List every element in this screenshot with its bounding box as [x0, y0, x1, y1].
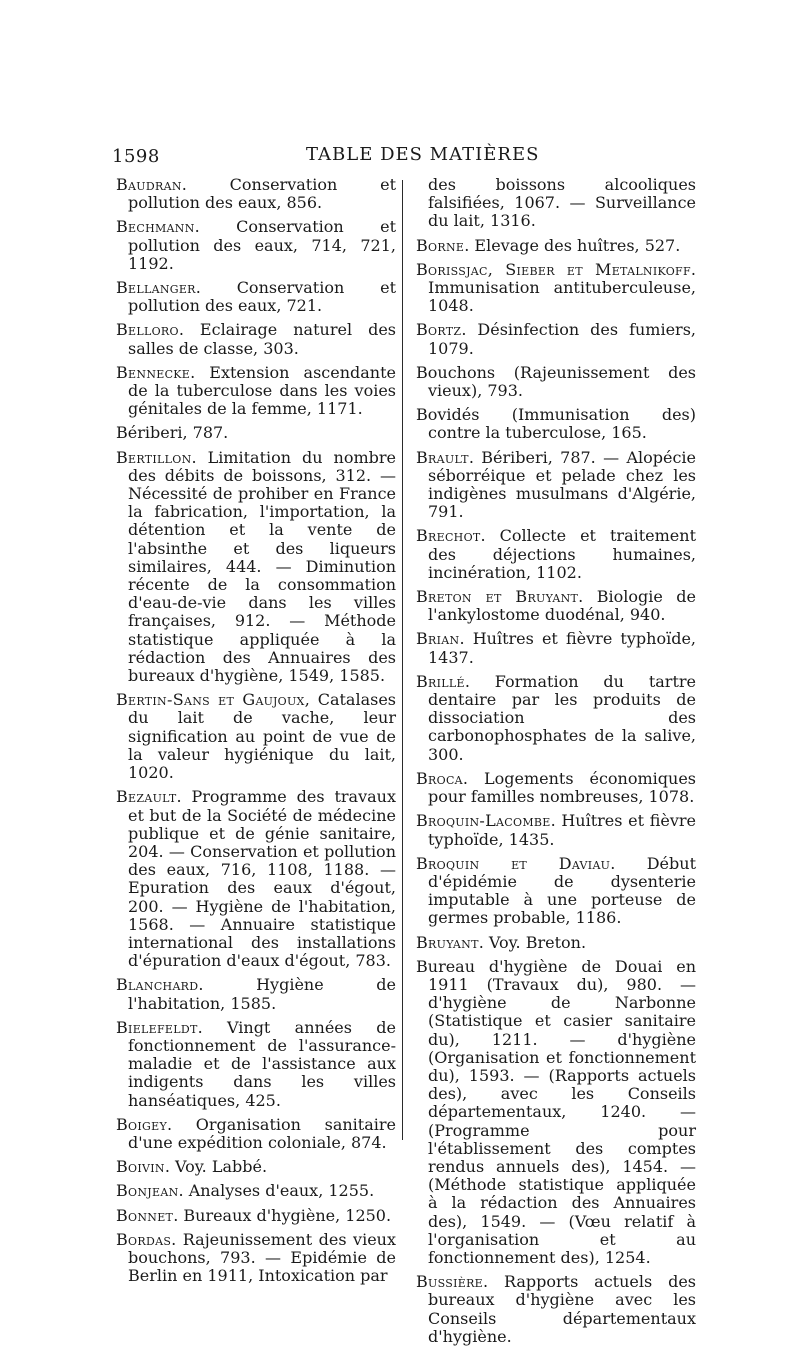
index-entry: [416, 1273, 696, 1346]
entry-text: . Voy. Labbé.: [164, 1157, 268, 1177]
entry-text: Bériberi, 787.: [116, 423, 229, 443]
entry-author-name: Baudran: [116, 175, 182, 194]
index-entry: [116, 364, 396, 419]
index-entry: [416, 770, 696, 806]
entry-text: . Début d'épidémie de dysenterie imputable à une porteuse de germes probable, 1186.: [428, 853, 696, 928]
entry-text: . Huîtres et fièvre typhoïde, 1437.: [428, 629, 696, 667]
entry-text: Bureau d'hygiène de Douai en 1911 (Travaux du), 980. — d'hygiène de Narbonne (Statistique et casier sanitaire du), 1211. — d'hygiène (Organisation et fonctionnement du), 1593. — (Rapports actuels des), avec les Conseils départementaux, 1240. — (Programme pour l'établissement des comptes rendus annuels des), 1454. — (Méthode statistique appliquée à la rédaction des Annuaires des), 1549. — (Vœu relatif à l'organisation et au fonctionnement des), 1254.: [416, 956, 696, 1267]
index-entry: [416, 958, 696, 1267]
page-number: 1598: [112, 146, 160, 167]
entry-text: . Bureaux d'hygiène, 1250.: [173, 1205, 392, 1225]
index-entry: [416, 321, 696, 357]
entry-text: . Conservation et pollution des eaux, 856.: [128, 175, 396, 213]
entry-author-name: Bonjean: [116, 1181, 179, 1201]
index-entry: [416, 588, 696, 624]
entry-text: . Hygiène de l'habitation, 1585.: [128, 975, 396, 1013]
entry-text: des boissons alcooliques falsifiées, 1067. — Surveillance du lait, 1316.: [428, 175, 696, 231]
entry-text: . Bériberi, 787. — Alopécie séborréique et pelade chez les indigènes musulmans d'Algérie, 791.: [428, 447, 696, 522]
entry-text: Bouchons (Rajeunissement des vieux), 793.: [416, 362, 696, 401]
entry-text: . Vingt années de fonctionnement de l'assurance-maladie et de l'assistance aux indigents dans les villes hanséatiques, 425.: [128, 1017, 396, 1110]
entry-text: . Logements économiques pour familles nombreuses, 1078.: [428, 768, 696, 807]
entry-author-name: Brian: [416, 629, 460, 649]
index-entry: [116, 424, 396, 442]
entry-author-name: Bortz: [416, 320, 462, 340]
entry-author-name: Bertin-Sans et Gaujoux: [116, 690, 305, 710]
entry-text: . Conservation et pollution des eaux, 714, 721, 1192.: [128, 217, 396, 273]
entry-text: . Huîtres et fièvre typhoïde, 1435.: [428, 811, 696, 849]
index-entry: [116, 1116, 396, 1152]
entry-author-name: Brillé: [416, 671, 465, 691]
entry-author-name: Bruyant: [416, 932, 479, 952]
index-entry: [116, 788, 396, 970]
entry-text: . Conservation et pollution des eaux, 721.: [128, 278, 396, 316]
entry-text: . Rapports actuels des bureaux d'hygiène avec les Conseils départementaux d'hygiène.: [428, 1272, 696, 1346]
entry-author-name: Breton et Bruyant: [416, 587, 579, 607]
entry-author-name: Blanchard: [116, 975, 199, 995]
index-entry: [416, 527, 696, 582]
entry-text: . Limitation du nombre des débits de boissons, 312. — Nécessité de prohiber en France la fabrication, l'importation, la détention et la vente de l'absinthe et des liqueurs similaires, 444. — Diminution récente de la consommation d'eau-de-vie dans les villes françaises, 912. — Méthode statistique appliquée à la rédaction des Annuaires des bureaux d'hygiène, 1549, 1585.: [128, 447, 396, 686]
column-divider: [402, 180, 403, 1140]
index-entry: [116, 176, 396, 212]
entry-author-name: Borissjac, Sieber et Metalnikoff: [416, 259, 691, 279]
entry-author-name: Broca: [416, 768, 463, 788]
index-entry: [116, 321, 396, 357]
entry-author-name: Bezault: [116, 787, 177, 807]
entry-text: . Elevage des huîtres, 527.: [464, 235, 681, 255]
entry-text: . Analyses d'eaux, 1255.: [178, 1181, 375, 1201]
index-entry: [416, 855, 696, 928]
index-column-left: [116, 176, 396, 1291]
entry-author-name: Bellanger: [116, 278, 196, 298]
index-entry: [416, 812, 696, 848]
entry-author-name: Boivin: [116, 1157, 165, 1177]
entry-author-name: Brault: [416, 447, 469, 467]
index-entry: [416, 364, 696, 400]
index-entry: [116, 449, 396, 686]
entry-author-name: Belloro: [116, 320, 179, 340]
entry-author-name: Bussière: [416, 1272, 483, 1292]
entry-author-name: Bielefeldt: [116, 1017, 198, 1037]
entry-author-name: Bechmann: [116, 217, 195, 237]
entry-author-name: Borne: [416, 235, 465, 255]
index-column-right: [416, 176, 696, 1352]
running-title: TABLE DES MATIÈRES: [306, 144, 540, 165]
entry-text: Bovidés (Immunisation des) contre la tuberculose, 165.: [416, 405, 696, 443]
entry-author-name: Brechot: [416, 526, 481, 546]
index-entry: [116, 1158, 396, 1176]
index-entry: [416, 673, 696, 764]
index-entry: [116, 1207, 396, 1225]
entry-text: . Immunisation antituberculeuse, 1048.: [428, 259, 696, 316]
entry-author-name: Broquin-Lacombe: [416, 811, 551, 831]
entry-author-name: Bennecke: [116, 362, 191, 382]
index-entry: [416, 237, 696, 255]
entry-text: . Organisation sanitaire d'une expédition coloniale, 874.: [128, 1114, 396, 1152]
entry-text: . Biologie de l'ankylostome duodénal, 940.: [428, 587, 696, 625]
index-entry: [116, 218, 396, 273]
entry-author-name: Broquin et Daviau: [416, 853, 611, 873]
index-entry: [116, 1019, 396, 1110]
entry-text: . Eclairage naturel des salles de classe, 303.: [128, 320, 396, 358]
entry-author-name: Bonnet: [116, 1205, 174, 1225]
entry-author-name: Boigey: [116, 1114, 167, 1134]
entry-text: , Catalases du lait de vache, leur signification au point de vue de la valeur hygiénique du lait, 1020.: [128, 690, 397, 783]
entry-text: . Formation du tartre dentaire par les produits de dissociation des carbonophosphates de la salive, 300.: [428, 671, 696, 764]
index-entry: [116, 691, 396, 782]
index-entry: [416, 630, 696, 666]
index-entry: [416, 406, 696, 442]
index-entry: [416, 261, 696, 316]
index-entry: [116, 1231, 396, 1286]
index-entry: [116, 279, 396, 315]
entry-author-name: Bordas: [116, 1229, 172, 1249]
entry-text: . Voy. Breton.: [478, 932, 587, 952]
index-entry: [116, 976, 396, 1012]
index-entry: [416, 449, 696, 522]
entry-text: . Extension ascendante de la tuberculose dans les voies génitales de la femme, 1171.: [128, 362, 396, 419]
entry-text: . Collecte et traitement des déjections humaines, incinération, 1102.: [428, 526, 696, 582]
index-entry: [116, 1182, 396, 1200]
entry-text: . Programme des travaux et but de la Société de médecine publique et de génie sanitaire, 204. — Conservation et pollution des eaux, 716, 1108, 1188. — Epuration des eaux d'égout, 200. — Hygiène de l'habitation, 1568. — Annuaire statistique international des installations d'épuration d'eaux d'égout, 783.: [128, 787, 396, 971]
entry-text: . Rajeunissement des vieux bouchons, 793. — Epidémie de Berlin en 1911, Intoxication par: [128, 1229, 396, 1286]
entry-text: . Désinfection des fumiers, 1079.: [428, 320, 696, 358]
index-entry: [416, 934, 696, 952]
entry-author-name: Bertillon: [116, 447, 192, 467]
index-entry: [416, 176, 696, 231]
